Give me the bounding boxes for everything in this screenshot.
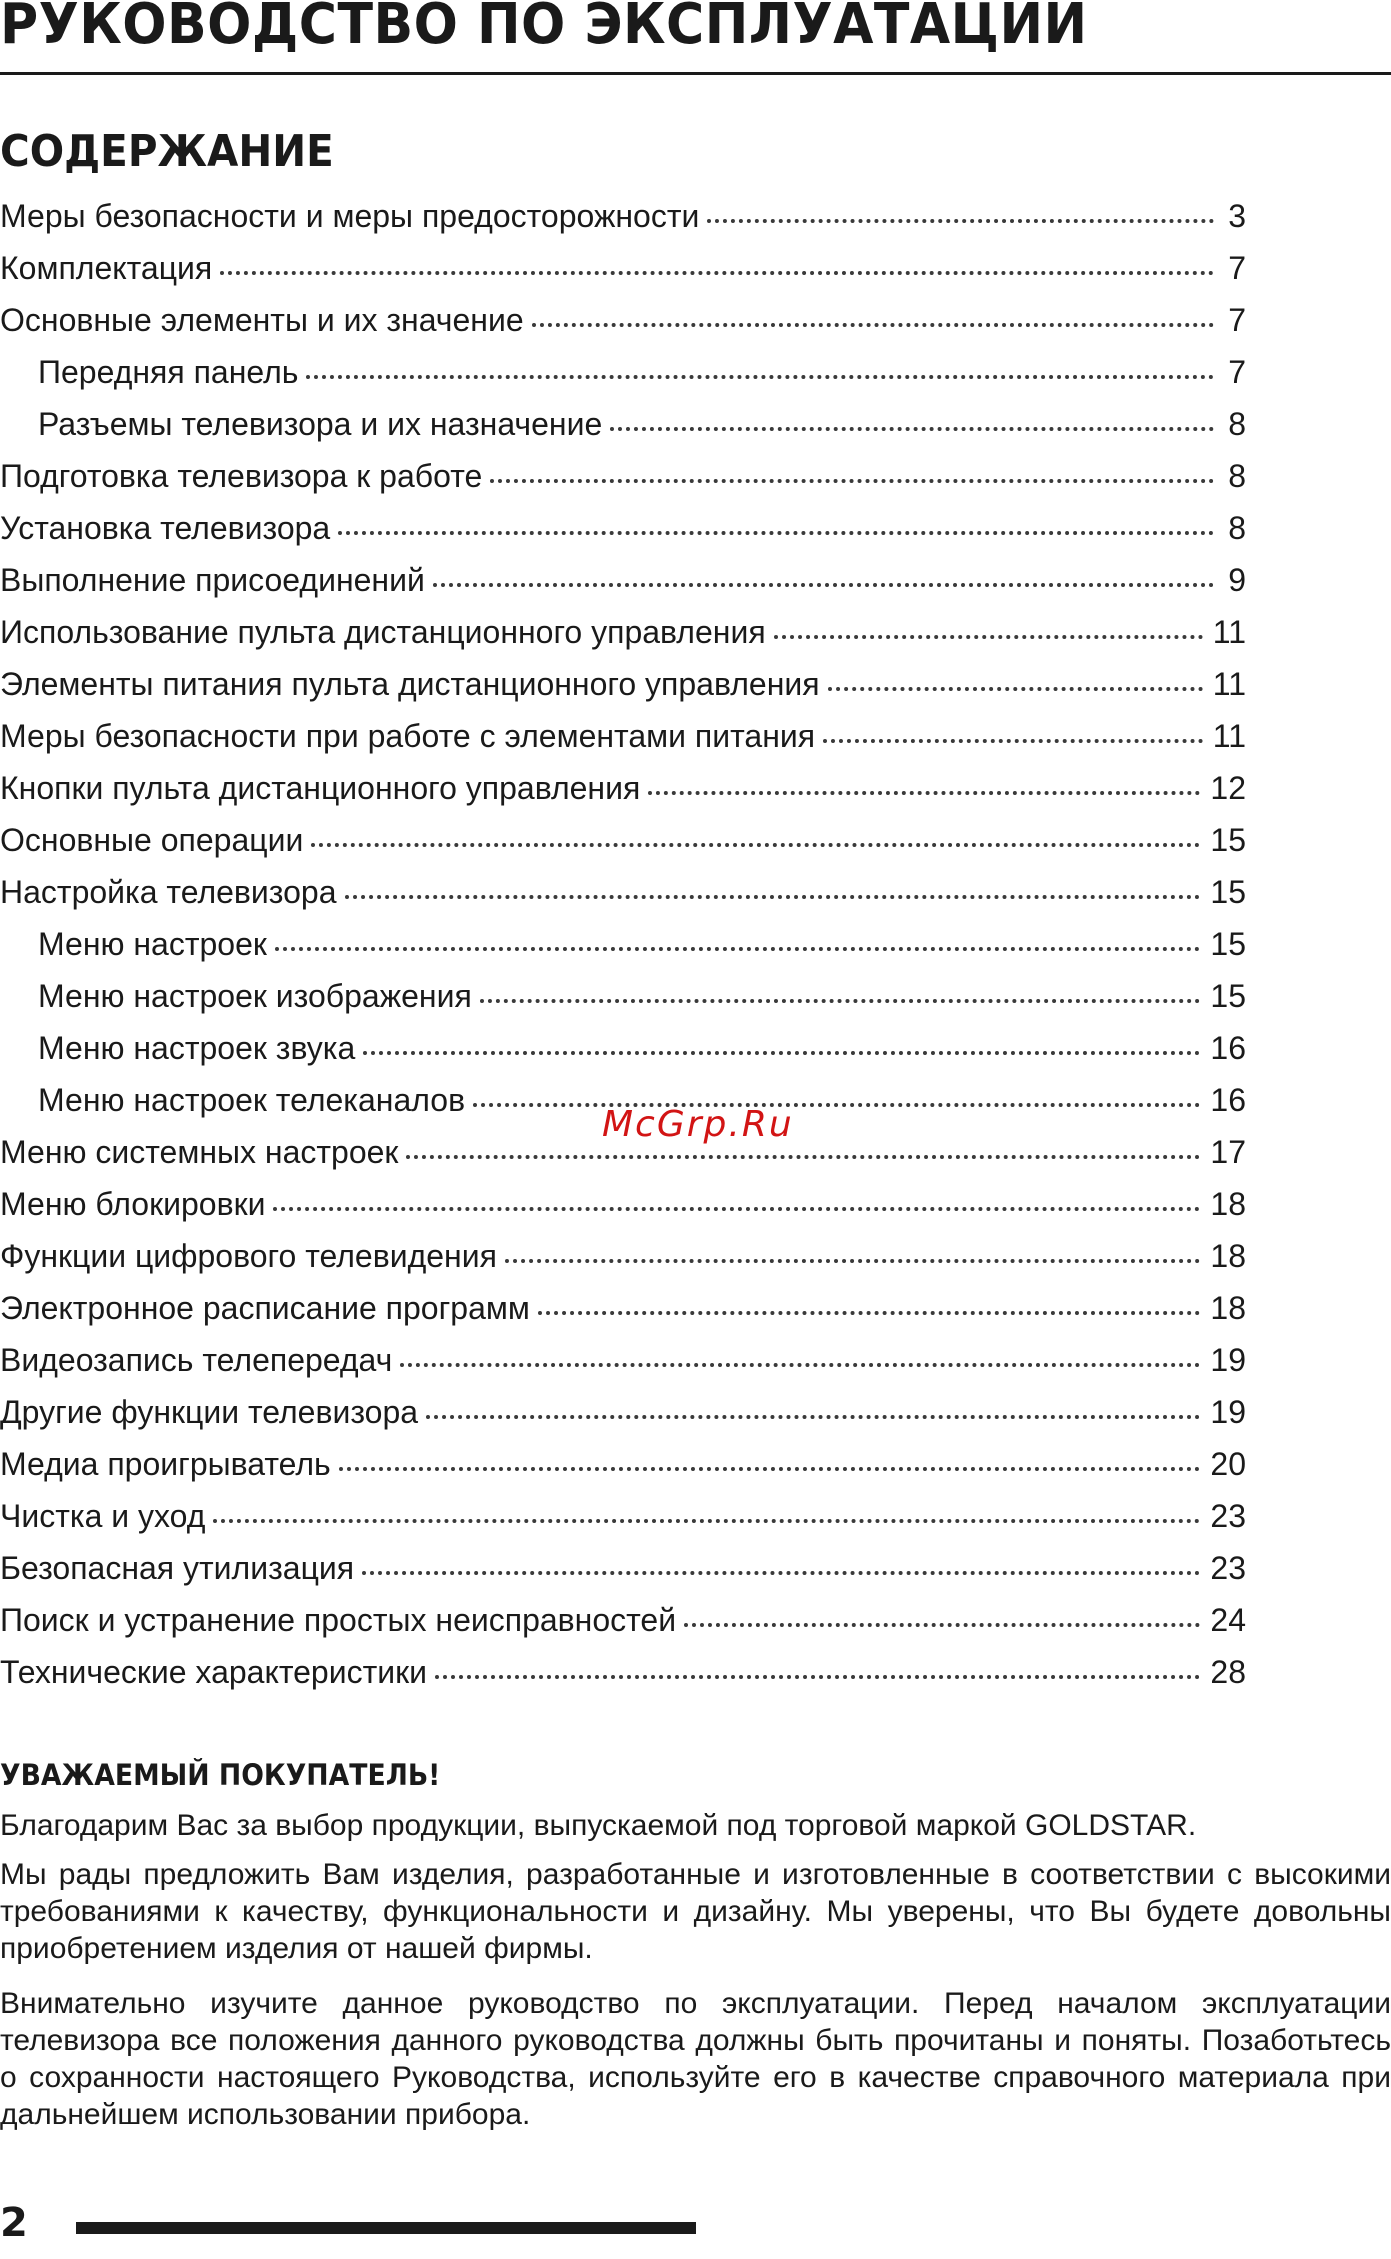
toc-item-page: 11 xyxy=(1212,614,1246,650)
dot-leader xyxy=(532,323,1214,327)
toc-item-label: Чистка и уход xyxy=(0,1498,206,1534)
toc-item[interactable] xyxy=(0,554,1246,606)
toc-item-label: Меры безопасности и меры предосторожности xyxy=(0,198,700,234)
toc-item-label: Элементы питания пульта дистанционного управления xyxy=(0,666,820,702)
toc-item-page: 3 xyxy=(1228,198,1246,234)
intro-paragraph: Мы рады предложить Вам изделия, разработанные и изготовленные в соответствии с высокими требованиями к качеству, функциональности и дизайну. Мы уверены, что Вы будете довольны приобретением изделия от нашей фирмы. xyxy=(0,1858,1391,1965)
dot-leader xyxy=(345,895,1201,899)
toc-item-page: 17 xyxy=(1210,1134,1246,1170)
toc-item[interactable] xyxy=(0,1490,1246,1542)
dot-leader xyxy=(707,219,1214,223)
toc-item-label: Функции цифрового телевидения xyxy=(0,1238,497,1274)
toc-item-page: 7 xyxy=(1228,250,1246,286)
toc-item-page: 15 xyxy=(1210,874,1246,910)
toc-item-label: Основные элементы и их значение xyxy=(0,302,524,338)
dot-leader xyxy=(648,791,1200,795)
toc-item-page: 11 xyxy=(1212,718,1246,754)
dot-leader xyxy=(480,999,1201,1003)
greeting-heading: УВАЖАЕМЫЙ ПОКУПАТЕЛЬ! xyxy=(0,1758,441,1792)
dot-leader xyxy=(490,479,1214,483)
toc-item-label: Подготовка телевизора к работе xyxy=(0,458,483,494)
toc-item-page: 18 xyxy=(1210,1290,1246,1326)
dot-leader xyxy=(538,1311,1201,1315)
toc-item[interactable] xyxy=(0,1386,1246,1438)
toc-item-label: Меню настроек изображения xyxy=(38,978,472,1014)
dot-leader xyxy=(406,1155,1200,1159)
toc-item[interactable] xyxy=(0,762,1246,814)
dot-leader xyxy=(362,1571,1200,1575)
toc-item-page: 9 xyxy=(1228,562,1246,598)
dot-leader xyxy=(435,1675,1200,1679)
toc-item-label: Выполнение присоединений xyxy=(0,562,425,598)
dot-leader xyxy=(684,1623,1200,1627)
toc-item-page: 24 xyxy=(1210,1602,1246,1638)
toc-item-label: Электронное расписание программ xyxy=(0,1290,530,1326)
toc-item-label: Безопасная утилизация xyxy=(0,1550,355,1586)
toc-item[interactable] xyxy=(0,1438,1246,1490)
page-number: 2 xyxy=(0,2200,28,2246)
toc-item[interactable] xyxy=(0,294,1246,346)
toc-item-label: Использование пульта дистанционного управления xyxy=(0,614,766,650)
toc-item[interactable] xyxy=(0,1230,1246,1282)
toc-item-label: Поиск и устранение простых неисправностей xyxy=(0,1602,677,1638)
dot-leader xyxy=(363,1051,1200,1055)
toc-item[interactable] xyxy=(0,658,1246,710)
toc-item-label: Меню блокировки xyxy=(0,1186,266,1222)
toc-item[interactable] xyxy=(0,242,1246,294)
dot-leader xyxy=(610,427,1214,431)
toc-item-page: 15 xyxy=(1210,822,1246,858)
header-rule xyxy=(0,72,1391,75)
toc-item-page: 19 xyxy=(1210,1342,1246,1378)
toc-item[interactable] xyxy=(0,710,1246,762)
footer-bar xyxy=(76,2222,696,2234)
toc-item-label: Меры безопасности при работе с элементами питания xyxy=(0,718,816,754)
toc-item[interactable] xyxy=(0,1178,1246,1230)
dot-leader xyxy=(828,687,1203,691)
page-title: РУКОВОДСТВО ПО ЭКСПЛУАТАЦИИ xyxy=(0,0,1088,57)
toc-item-label: Видеозапись телепередач xyxy=(0,1342,393,1378)
toc-subitem[interactable] xyxy=(0,1022,1246,1074)
toc-item-page: 15 xyxy=(1210,926,1246,962)
toc-item-label: Меню системных настроек xyxy=(0,1134,399,1170)
toc-item[interactable] xyxy=(0,1542,1246,1594)
toc-item-page: 7 xyxy=(1228,302,1246,338)
toc-item-page: 19 xyxy=(1210,1394,1246,1430)
toc-item-page: 8 xyxy=(1228,458,1246,494)
toc-item[interactable] xyxy=(0,502,1246,554)
toc-item-label: Меню настроек звука xyxy=(38,1030,356,1066)
toc-item-label: Технические характеристики xyxy=(0,1654,427,1690)
toc-subitem[interactable] xyxy=(0,970,1246,1022)
toc-item-page: 15 xyxy=(1210,978,1246,1014)
toc-subitem[interactable] xyxy=(0,346,1246,398)
toc-item-page: 28 xyxy=(1210,1654,1246,1690)
toc-item[interactable] xyxy=(0,1594,1246,1646)
toc-item[interactable] xyxy=(0,866,1246,918)
toc-item-label: Другие функции телевизора xyxy=(0,1394,419,1430)
dot-leader xyxy=(400,1363,1200,1367)
toc-item-label: Установка телевизора xyxy=(0,510,331,546)
dot-leader xyxy=(473,1103,1200,1107)
toc-item-page: 16 xyxy=(1210,1030,1246,1066)
dot-leader xyxy=(505,1259,1201,1263)
dot-leader xyxy=(311,843,1200,847)
dot-leader xyxy=(774,635,1203,639)
dot-leader xyxy=(275,947,1201,951)
toc-item-label: Кнопки пульта дистанционного управления xyxy=(0,770,641,806)
dot-leader xyxy=(433,583,1214,587)
toc-item-label: Меню настроек телеканалов xyxy=(38,1082,466,1118)
toc-item[interactable] xyxy=(0,1282,1246,1334)
toc-item-label: Комплектация xyxy=(0,250,213,286)
toc-item-page: 23 xyxy=(1210,1498,1246,1534)
toc-item[interactable] xyxy=(0,814,1246,866)
toc-item[interactable] xyxy=(0,190,1246,242)
toc-heading: СОДЕРЖАНИЕ xyxy=(0,126,334,177)
toc-item-page: 8 xyxy=(1228,406,1246,442)
toc-item[interactable] xyxy=(0,606,1246,658)
toc-item-label: Меню настроек xyxy=(38,926,267,962)
dot-leader xyxy=(306,375,1214,379)
dot-leader xyxy=(426,1415,1200,1419)
toc-item[interactable] xyxy=(0,450,1246,502)
dot-leader xyxy=(220,271,1214,275)
dot-leader xyxy=(823,739,1203,743)
toc-item-label: Настройка телевизора xyxy=(0,874,337,910)
toc-item-page: 20 xyxy=(1210,1446,1246,1482)
watermark: McGrp.Ru xyxy=(602,1104,794,1145)
toc-item-label: Передняя панель xyxy=(38,354,299,390)
toc-item-label: Разъемы телевизора и их назначение xyxy=(38,406,603,442)
toc-item-page: 12 xyxy=(1210,770,1246,806)
dot-leader xyxy=(213,1519,1200,1523)
toc-item-page: 18 xyxy=(1210,1186,1246,1222)
toc-item-label: Медиа проигрыватель xyxy=(0,1446,331,1482)
dot-leader xyxy=(339,1467,1201,1471)
toc-item-page: 16 xyxy=(1210,1082,1246,1118)
toc-item-page: 7 xyxy=(1228,354,1246,390)
toc-item-page: 18 xyxy=(1210,1238,1246,1274)
toc-subitem[interactable] xyxy=(0,918,1246,970)
dot-leader xyxy=(273,1207,1200,1211)
intro-paragraph: Внимательно изучите данное руководство по эксплуатации. Перед началом эксплуатации телевизора все положения данного руководства должны быть прочитаны и поняты. Позаботьтесь о сохранности настоящего Руководства, используйте его в качестве справочного материала при дальнейшем использовании прибора. xyxy=(0,1987,1391,2131)
toc-item[interactable] xyxy=(0,1334,1246,1386)
intro-paragraph: Благодарим Вас за выбор продукции, выпускаемой под торговой маркой GOLDSTAR. xyxy=(0,1809,1197,1842)
toc-item-page: 8 xyxy=(1228,510,1246,546)
dot-leader xyxy=(338,531,1214,535)
table-of-contents xyxy=(0,190,1246,1698)
toc-item-label: Основные операции xyxy=(0,822,304,858)
toc-item[interactable] xyxy=(0,1646,1246,1698)
toc-subitem[interactable] xyxy=(0,398,1246,450)
toc-item-page: 23 xyxy=(1210,1550,1246,1586)
toc-item-page: 11 xyxy=(1212,666,1246,702)
